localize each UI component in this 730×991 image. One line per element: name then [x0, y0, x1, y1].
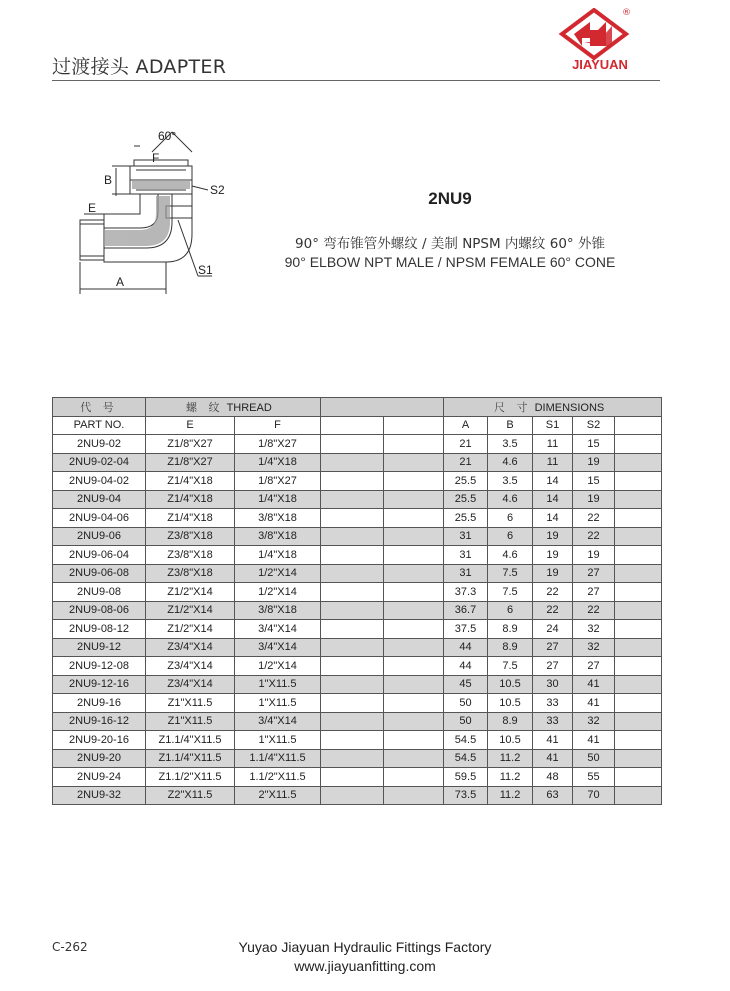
- blank-cell: [384, 675, 444, 694]
- thread-f-cell: 1/4"X18: [235, 490, 321, 509]
- table-row: [53, 712, 662, 731]
- dim-s1-cell: 30: [533, 675, 573, 694]
- part-no-cell: 2NU9-08: [53, 583, 146, 602]
- col-header-part-no: PART NO.: [53, 416, 146, 435]
- blank-cell: [384, 435, 444, 454]
- dim-s1-cell: 22: [533, 583, 573, 602]
- thread-f-cell: 3/8"X18: [235, 527, 321, 546]
- dim-b-cell: 3.5: [488, 435, 533, 454]
- dim-b-cell: 11.2: [488, 768, 533, 787]
- dim-b-cell: 10.5: [488, 675, 533, 694]
- blank-cell: [615, 749, 662, 768]
- table-row: [53, 527, 662, 546]
- blank-cell: [615, 694, 662, 713]
- thread-f-cell: 1.1/2"X11.5: [235, 768, 321, 787]
- blank-cell: [615, 472, 662, 491]
- thread-e-cell: Z1/4"X18: [146, 472, 235, 491]
- dim-b-cell: 11.2: [488, 749, 533, 768]
- registered-mark: ®: [622, 8, 631, 18]
- blank-cell: [321, 675, 384, 694]
- dim-s2-cell: 70: [573, 786, 615, 805]
- part-no-cell: 2NU9-16-12: [53, 712, 146, 731]
- thread-f-cell: 1"X11.5: [235, 731, 321, 750]
- table-row: [53, 657, 662, 676]
- thread-f-cell: 1.1/4"X11.5: [235, 749, 321, 768]
- blank-cell: [321, 749, 384, 768]
- thread-header: 螺 纹 THREAD: [146, 398, 321, 417]
- part-no-cell: 2NU9-06: [53, 527, 146, 546]
- dim-b-cell: 10.5: [488, 694, 533, 713]
- dim-a-cell: 44: [444, 657, 488, 676]
- dim-s2-cell: 32: [573, 620, 615, 639]
- dim-s2-cell: 32: [573, 712, 615, 731]
- dim-s1-cell: 11: [533, 453, 573, 472]
- dim-b-cell: 11.2: [488, 786, 533, 805]
- part-no-cell: 2NU9-08-12: [53, 620, 146, 639]
- dim-s2-cell: 41: [573, 675, 615, 694]
- dim-s1-cell: 33: [533, 712, 573, 731]
- dim-a-cell: 25.5: [444, 490, 488, 509]
- table-row: [53, 472, 662, 491]
- blank-cell: [321, 601, 384, 620]
- part-no-cell: 2NU9-06-08: [53, 564, 146, 583]
- page-title: 过渡接头 ADAPTER: [52, 56, 227, 78]
- dim-s1-cell: 19: [533, 527, 573, 546]
- header-divider: [52, 80, 660, 81]
- dim-b-cell: 4.6: [488, 546, 533, 565]
- thread-e-cell: Z1"X11.5: [146, 694, 235, 713]
- dim-a-cell: 50: [444, 712, 488, 731]
- col-header-s2: S2: [573, 416, 615, 435]
- table-row: [53, 675, 662, 694]
- dim-b-cell: 3.5: [488, 472, 533, 491]
- thread-e-cell: Z1/2"X14: [146, 583, 235, 602]
- dim-a-cell: 59.5: [444, 768, 488, 787]
- blank-cell: [384, 620, 444, 639]
- blank-cell: [384, 601, 444, 620]
- code-header: 代 号: [53, 398, 146, 417]
- dim-b-cell: 6: [488, 527, 533, 546]
- part-no-cell: 2NU9-04-02: [53, 472, 146, 491]
- table-row: [53, 490, 662, 509]
- thread-e-cell: Z1"X11.5: [146, 712, 235, 731]
- dim-s2-cell: 32: [573, 638, 615, 657]
- dim-s2-cell: 19: [573, 490, 615, 509]
- table-header-group-row: [53, 398, 662, 417]
- dim-s1-cell: 27: [533, 638, 573, 657]
- blank-cell: [384, 453, 444, 472]
- col-header-f: F: [235, 416, 321, 435]
- part-no-cell: 2NU9-12-16: [53, 675, 146, 694]
- thread-e-cell: Z1/4"X18: [146, 490, 235, 509]
- dim-s2-cell: 22: [573, 601, 615, 620]
- blank-cell: [384, 749, 444, 768]
- col-header-a: A: [444, 416, 488, 435]
- part-no-cell: 2NU9-06-04: [53, 546, 146, 565]
- part-no-cell: 2NU9-16: [53, 694, 146, 713]
- table-row: [53, 509, 662, 528]
- dim-s2-cell: 15: [573, 472, 615, 491]
- dim-s1-cell: 19: [533, 564, 573, 583]
- thread-e-cell: Z1.1/2"X11.5: [146, 768, 235, 787]
- blank-cell: [615, 657, 662, 676]
- thread-e-cell: Z1/2"X14: [146, 620, 235, 639]
- description-chinese: 90° 弯布锥管外螺纹 / 美制 NPSM 内螺纹 60° 外锥: [295, 236, 605, 252]
- dim-a-cell: 44: [444, 638, 488, 657]
- dim-b-cell: 7.5: [488, 564, 533, 583]
- dim-s2-cell: 19: [573, 453, 615, 472]
- table-row: [53, 583, 662, 602]
- thread-f-cell: 1/4"X18: [235, 546, 321, 565]
- thread-f-cell: 1/2"X14: [235, 657, 321, 676]
- thread-e-cell: Z3/8"X18: [146, 527, 235, 546]
- blank-cell: [615, 638, 662, 657]
- dim-s1-cell: 22: [533, 601, 573, 620]
- dim-s2-cell: 41: [573, 694, 615, 713]
- dim-s1-cell: 63: [533, 786, 573, 805]
- thread-e-cell: Z3/8"X18: [146, 546, 235, 565]
- model-number: 2NU9: [428, 189, 472, 208]
- blank-cell: [615, 527, 662, 546]
- dimensions-header: 尺 寸 DIMENSIONS: [444, 398, 662, 417]
- footer: [165, 938, 565, 976]
- dimensions-table: [52, 397, 662, 805]
- part-no-cell: 2NU9-12: [53, 638, 146, 657]
- dim-s1-cell: 14: [533, 490, 573, 509]
- thread-e-cell: Z1.1/4"X11.5: [146, 731, 235, 750]
- thread-e-cell: Z3/4"X14: [146, 638, 235, 657]
- blank-cell: [384, 472, 444, 491]
- part-no-cell: 2NU9-08-06: [53, 601, 146, 620]
- table-column-header-row: [53, 416, 662, 435]
- thread-e-cell: Z1/8"X27: [146, 435, 235, 454]
- blank-cell: [321, 620, 384, 639]
- blank-cell: [384, 509, 444, 528]
- thread-f-cell: 3/4"X14: [235, 638, 321, 657]
- thread-f-cell: 3/8"X18: [235, 509, 321, 528]
- blank-cell: [384, 657, 444, 676]
- dim-s1-cell: 41: [533, 731, 573, 750]
- blank-cell: [615, 583, 662, 602]
- thread-f-cell: 1/2"X14: [235, 583, 321, 602]
- blank-cell: [321, 509, 384, 528]
- thread-e-cell: Z3/4"X14: [146, 657, 235, 676]
- dim-s1-cell: 48: [533, 768, 573, 787]
- blank-cell: [384, 638, 444, 657]
- dim-a-cell: 25.5: [444, 472, 488, 491]
- blank-cell: [321, 490, 384, 509]
- col-header-e: E: [146, 416, 235, 435]
- thread-f-cell: 1/4"X18: [235, 453, 321, 472]
- thread-f-cell: 2"X11.5: [235, 786, 321, 805]
- elbow-fitting-drawing: [74, 124, 244, 302]
- blank-cell: [615, 490, 662, 509]
- dim-a-cell: 36.7: [444, 601, 488, 620]
- dim-s2-label: S2: [210, 183, 225, 197]
- part-no-cell: 2NU9-32: [53, 786, 146, 805]
- blank-cell: [321, 564, 384, 583]
- dim-s1-cell: 14: [533, 509, 573, 528]
- dim-s1-cell: 14: [533, 472, 573, 491]
- blank-cell: [384, 490, 444, 509]
- dim-f-label: F: [152, 151, 160, 165]
- part-no-cell: 2NU9-12-08: [53, 657, 146, 676]
- thread-e-cell: Z1.1/4"X11.5: [146, 749, 235, 768]
- dim-a-cell: 37.5: [444, 620, 488, 639]
- table-row: [53, 749, 662, 768]
- dim-b-cell: 6: [488, 509, 533, 528]
- table-row: [53, 768, 662, 787]
- table-row: [53, 564, 662, 583]
- dim-s2-cell: 15: [573, 435, 615, 454]
- part-no-cell: 2NU9-02: [53, 435, 146, 454]
- dim-s1-label: S1: [198, 263, 213, 277]
- dim-b-cell: 8.9: [488, 620, 533, 639]
- blank-cell: [615, 768, 662, 787]
- dim-s2-cell: 50: [573, 749, 615, 768]
- col-header-blank: [321, 416, 384, 435]
- blank-header: [321, 398, 444, 417]
- thread-f-cell: 3/4"X14: [235, 712, 321, 731]
- dim-b-cell: 7.5: [488, 583, 533, 602]
- dim-a-cell: 31: [444, 546, 488, 565]
- dim-e-label: E: [88, 201, 97, 215]
- dim-b-label: B: [104, 173, 113, 187]
- dim-b-cell: 4.6: [488, 453, 533, 472]
- company-name: Yuyao Jiayuan Hydraulic Fittings Factory: [238, 939, 492, 955]
- dim-a-cell: 25.5: [444, 509, 488, 528]
- blank-cell: [615, 564, 662, 583]
- blank-cell: [321, 638, 384, 657]
- dim-a-cell: 21: [444, 453, 488, 472]
- blank-cell: [615, 546, 662, 565]
- angle-label: 60°: [158, 129, 177, 143]
- dim-s1-cell: 33: [533, 694, 573, 713]
- blank-cell: [321, 694, 384, 713]
- table-row: [53, 453, 662, 472]
- blank-cell: [615, 712, 662, 731]
- part-no-cell: 2NU9-20-16: [53, 731, 146, 750]
- dim-a-cell: 54.5: [444, 749, 488, 768]
- thread-e-cell: Z2"X11.5: [146, 786, 235, 805]
- dim-s2-cell: 19: [573, 546, 615, 565]
- thread-f-cell: 1/2"X14: [235, 564, 321, 583]
- part-no-cell: 2NU9-24: [53, 768, 146, 787]
- col-header-s1: S1: [533, 416, 573, 435]
- blank-cell: [384, 694, 444, 713]
- blank-cell: [615, 601, 662, 620]
- part-no-cell: 2NU9-02-04: [53, 453, 146, 472]
- blank-cell: [321, 472, 384, 491]
- blank-cell: [321, 657, 384, 676]
- thread-e-cell: Z3/8"X18: [146, 564, 235, 583]
- dim-a-cell: 31: [444, 564, 488, 583]
- blank-cell: [384, 527, 444, 546]
- thread-f-cell: 1"X11.5: [235, 694, 321, 713]
- dim-s1-cell: 24: [533, 620, 573, 639]
- dim-b-cell: 6: [488, 601, 533, 620]
- thread-e-cell: Z3/4"X14: [146, 675, 235, 694]
- blank-cell: [615, 786, 662, 805]
- col-header-blank: [615, 416, 662, 435]
- table-row: [53, 620, 662, 639]
- website: www.jiayuanfitting.com: [294, 958, 436, 974]
- dim-a-cell: 45: [444, 675, 488, 694]
- page-number: C-262: [52, 940, 88, 954]
- brand-name: JIAYUAN: [572, 57, 628, 72]
- thread-f-cell: 3/4"X14: [235, 620, 321, 639]
- blank-cell: [321, 712, 384, 731]
- blank-cell: [615, 620, 662, 639]
- blank-cell: [321, 453, 384, 472]
- dim-s2-cell: 22: [573, 527, 615, 546]
- table-row: [53, 731, 662, 750]
- table-row: [53, 546, 662, 565]
- thread-e-cell: Z1/8"X27: [146, 453, 235, 472]
- dim-a-cell: 37.3: [444, 583, 488, 602]
- blank-cell: [615, 509, 662, 528]
- dim-b-cell: 8.9: [488, 712, 533, 731]
- blank-cell: [321, 546, 384, 565]
- blank-cell: [615, 731, 662, 750]
- thread-f-cell: 1"X11.5: [235, 675, 321, 694]
- blank-cell: [321, 527, 384, 546]
- col-header-b: B: [488, 416, 533, 435]
- dim-a-cell: 21: [444, 435, 488, 454]
- dim-a-label: A: [116, 275, 125, 289]
- blank-cell: [384, 712, 444, 731]
- description-english: 90° ELBOW NPT MALE / NPSM FEMALE 60° CONE: [284, 254, 616, 270]
- blank-cell: [321, 768, 384, 787]
- blank-cell: [384, 546, 444, 565]
- thread-f-cell: 1/8"X27: [235, 472, 321, 491]
- part-no-cell: 2NU9-04: [53, 490, 146, 509]
- table-row: [53, 786, 662, 805]
- dim-b-cell: 4.6: [488, 490, 533, 509]
- blank-cell: [615, 435, 662, 454]
- dim-s1-cell: 41: [533, 749, 573, 768]
- table-row: [53, 638, 662, 657]
- blank-cell: [321, 435, 384, 454]
- dim-s1-cell: 19: [533, 546, 573, 565]
- dim-b-cell: 10.5: [488, 731, 533, 750]
- dim-s2-cell: 27: [573, 657, 615, 676]
- blank-cell: [321, 731, 384, 750]
- dim-a-cell: 31: [444, 527, 488, 546]
- dim-s2-cell: 41: [573, 731, 615, 750]
- table-row: [53, 601, 662, 620]
- dim-s2-cell: 55: [573, 768, 615, 787]
- dim-a-cell: 54.5: [444, 731, 488, 750]
- table-row: [53, 694, 662, 713]
- blank-cell: [321, 583, 384, 602]
- dim-s1-cell: 11: [533, 435, 573, 454]
- blank-cell: [321, 786, 384, 805]
- col-header-blank: [384, 416, 444, 435]
- blank-cell: [384, 786, 444, 805]
- dim-s1-cell: 27: [533, 657, 573, 676]
- dim-b-cell: 8.9: [488, 638, 533, 657]
- dim-b-cell: 7.5: [488, 657, 533, 676]
- blank-cell: [384, 768, 444, 787]
- table-row: [53, 435, 662, 454]
- thread-f-cell: 3/8"X18: [235, 601, 321, 620]
- dim-a-cell: 73.5: [444, 786, 488, 805]
- dim-s2-cell: 27: [573, 564, 615, 583]
- thread-e-cell: Z1/4"X18: [146, 509, 235, 528]
- dim-s2-cell: 22: [573, 509, 615, 528]
- blank-cell: [615, 675, 662, 694]
- dim-s2-cell: 27: [573, 583, 615, 602]
- blank-cell: [384, 583, 444, 602]
- thread-f-cell: 1/8"X27: [235, 435, 321, 454]
- blank-cell: [615, 453, 662, 472]
- part-no-cell: 2NU9-04-06: [53, 509, 146, 528]
- dim-a-cell: 50: [444, 694, 488, 713]
- part-no-cell: 2NU9-20: [53, 749, 146, 768]
- thread-e-cell: Z1/2"X14: [146, 601, 235, 620]
- blank-cell: [384, 731, 444, 750]
- blank-cell: [384, 564, 444, 583]
